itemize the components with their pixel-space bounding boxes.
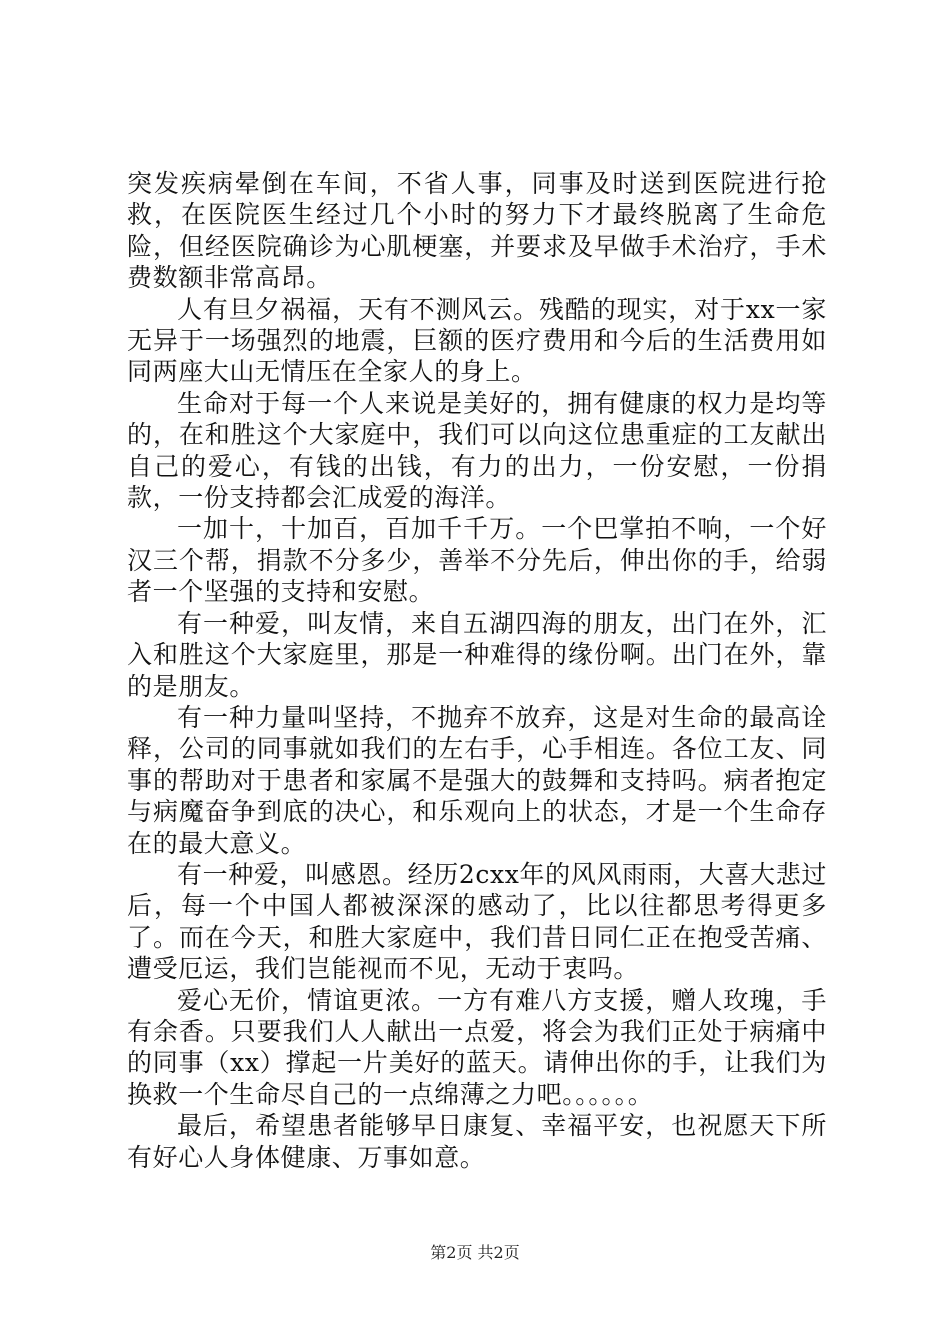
document-body xyxy=(127,168,827,1173)
paragraph-8: 爱心无价，情谊更浓。一方有难八方支援，赠人玫瑰，手有余香。只要我们人人献出一点爱，将会为我们正处于病痛中的同事（xx）撑起一片美好的蓝天。请伸出你的手，让我们为换救一个生命尽自己的一点绵薄之力吧。。。。。。 xyxy=(127,985,827,1109)
paragraph-9: 最后，希望患者能够早日康复、幸福平安，也祝愿天下所有好心人身体健康、万事如意。 xyxy=(127,1111,827,1172)
paragraph-7: 有一种爱，叫感恩。经历2cxx年的风风雨雨，大喜大悲过后，每一个中国人都被深深的感动了，比以往都思考得更多了。而在今天，和胜大家庭中，我们昔日同仁正在抱受苦痛、遭受厄运，我们岂能视而不见，无动于衷吗。 xyxy=(127,859,827,984)
paragraph-2: 人有旦夕祸福，天有不测风云。残酷的现实，对于xx一家无异于一场强烈的地震，巨额的医疗费用和今后的生活费用如同两座大山无情压在全家人的身上。 xyxy=(127,294,827,387)
paragraph-1: 突发疾病晕倒在车间，不省人事，同事及时送到医院进行抢救，在医院医生经过几个小时的努力下才最终脱离了生命危险，但经医院确诊为心肌梗塞，并要求及早做手术治疗，手术费数额非常高昂。 xyxy=(127,169,827,293)
paragraph-4: 一加十，十加百，百加千千万。一个巴掌拍不响，一个好汉三个帮，捐款不分多少，善举不分先后，伸出你的手，给弱者一个坚强的支持和安慰。 xyxy=(127,514,827,607)
page-footer: 第2页 共2页 xyxy=(430,1243,520,1262)
paragraph-3: 生命对于每一个人来说是美好的，拥有健康的权力是均等的，在和胜这个大家庭中，我们可以向这位患重症的工友献出自己的爱心，有钱的出钱，有力的出力，一份安慰，一份捐款，一份支持都会汇成爱的海洋。 xyxy=(127,388,827,513)
paragraph-5: 有一种爱，叫友情，来自五湖四海的朋友，出门在外，汇入和胜这个大家庭里，那是一种难得的缘份啊。出门在外，靠的是朋友。 xyxy=(127,608,827,701)
paragraph-6: 有一种力量叫坚持，不抛弃不放弃，这是对生命的最高诠释，公司的同事就如我们的左右手，心手相连。各位工友、同事的帮助对于患者和家属不是强大的鼓舞和支持吗。病者抱定与病魔奋争到底的决心，和乐观向上的状态，才是一个生命存在的最大意义。 xyxy=(127,702,827,858)
